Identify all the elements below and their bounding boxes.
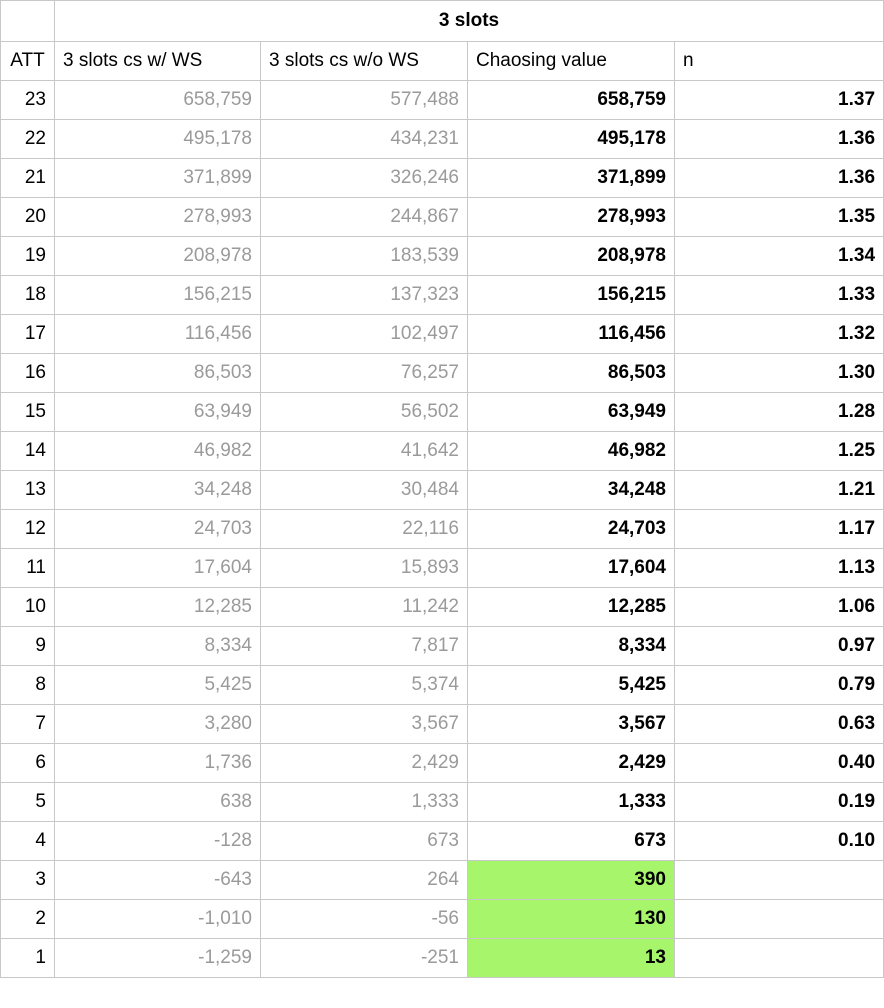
chaosing-value-cell[interactable]: 12,285	[468, 588, 675, 627]
att-cell[interactable]: 21	[1, 159, 55, 198]
without-ws-cell[interactable]: 673	[261, 822, 468, 861]
with-ws-cell[interactable]: 116,456	[55, 315, 261, 354]
chaosing-value-cell[interactable]: 495,178	[468, 120, 675, 159]
att-cell[interactable]: 5	[1, 783, 55, 822]
chaosing-value-cell[interactable]: 24,703	[468, 510, 675, 549]
with-ws-cell[interactable]: 3,280	[55, 705, 261, 744]
header-with-ws[interactable]: 3 slots cs w/ WS	[55, 42, 261, 81]
table-row	[1, 822, 884, 861]
table-row	[1, 627, 884, 666]
with-ws-cell[interactable]: 12,285	[55, 588, 261, 627]
with-ws-cell[interactable]: 278,993	[55, 198, 261, 237]
att-cell[interactable]: 14	[1, 432, 55, 471]
without-ws-cell[interactable]: 7,817	[261, 627, 468, 666]
header-chaosing-value[interactable]: Chaosing value	[468, 42, 675, 81]
chaosing-value-cell[interactable]: 371,899	[468, 159, 675, 198]
chaosing-value-cell[interactable]: 116,456	[468, 315, 675, 354]
without-ws-cell[interactable]: 56,502	[261, 393, 468, 432]
table-row	[1, 354, 884, 393]
with-ws-cell[interactable]: 86,503	[55, 354, 261, 393]
with-ws-cell[interactable]: 658,759	[55, 81, 261, 120]
table-row	[1, 237, 884, 276]
with-ws-cell[interactable]: 5,425	[55, 666, 261, 705]
chaosing-value-cell[interactable]: 208,978	[468, 237, 675, 276]
table-row	[1, 549, 884, 588]
with-ws-cell[interactable]: 63,949	[55, 393, 261, 432]
without-ws-cell[interactable]: 244,867	[261, 198, 468, 237]
table-row	[1, 471, 884, 510]
without-ws-cell[interactable]: 137,323	[261, 276, 468, 315]
n-cell[interactable]: 1.35	[675, 198, 884, 237]
att-cell[interactable]: 7	[1, 705, 55, 744]
att-cell[interactable]: 16	[1, 354, 55, 393]
without-ws-cell[interactable]: -56	[261, 900, 468, 939]
table-row	[1, 666, 884, 705]
n-cell[interactable]: 1.06	[675, 588, 884, 627]
chaosing-value-cell[interactable]: 1,333	[468, 783, 675, 822]
table-row	[1, 588, 884, 627]
with-ws-cell[interactable]: 208,978	[55, 237, 261, 276]
chaosing-value-cell[interactable]: 673	[468, 822, 675, 861]
att-cell[interactable]: 2	[1, 900, 55, 939]
chaosing-value-cell[interactable]: 8,334	[468, 627, 675, 666]
header-without-ws[interactable]: 3 slots cs w/o WS	[261, 42, 468, 81]
n-cell[interactable]: 1.33	[675, 276, 884, 315]
with-ws-cell[interactable]: -1,259	[55, 939, 261, 978]
n-cell[interactable]: 0.40	[675, 744, 884, 783]
chaosing-value-cell[interactable]: 5,425	[468, 666, 675, 705]
with-ws-cell[interactable]: -128	[55, 822, 261, 861]
n-cell[interactable]: 0.19	[675, 783, 884, 822]
without-ws-cell[interactable]: 15,893	[261, 549, 468, 588]
att-cell[interactable]: 3	[1, 861, 55, 900]
with-ws-cell[interactable]: 46,982	[55, 432, 261, 471]
table-row	[1, 432, 884, 471]
chaosing-value-cell[interactable]: 3,567	[468, 705, 675, 744]
n-cell[interactable]: 1.28	[675, 393, 884, 432]
with-ws-cell[interactable]: 156,215	[55, 276, 261, 315]
att-cell[interactable]: 17	[1, 315, 55, 354]
sheet-title[interactable]: 3 slots	[55, 1, 884, 42]
without-ws-cell[interactable]: 577,488	[261, 81, 468, 120]
n-cell[interactable]: 1.17	[675, 510, 884, 549]
chaosing-value-cell[interactable]: 13	[468, 939, 675, 978]
without-ws-cell[interactable]: 183,539	[261, 237, 468, 276]
chaosing-value-cell[interactable]: 156,215	[468, 276, 675, 315]
att-cell[interactable]: 22	[1, 120, 55, 159]
with-ws-cell[interactable]: 495,178	[55, 120, 261, 159]
title-row	[1, 1, 884, 42]
att-cell[interactable]: 10	[1, 588, 55, 627]
att-cell[interactable]: 13	[1, 471, 55, 510]
with-ws-cell[interactable]: -643	[55, 861, 261, 900]
att-cell[interactable]: 20	[1, 198, 55, 237]
table-row	[1, 861, 884, 900]
with-ws-cell[interactable]: 24,703	[55, 510, 261, 549]
att-cell[interactable]: 19	[1, 237, 55, 276]
with-ws-cell[interactable]: 34,248	[55, 471, 261, 510]
without-ws-cell[interactable]: 102,497	[261, 315, 468, 354]
header-n[interactable]: n	[675, 42, 884, 81]
sheet-body	[1, 1, 884, 978]
att-cell[interactable]: 8	[1, 666, 55, 705]
without-ws-cell[interactable]: 11,242	[261, 588, 468, 627]
chaosing-value-cell[interactable]: 658,759	[468, 81, 675, 120]
n-cell[interactable]: 0.10	[675, 822, 884, 861]
table-row	[1, 783, 884, 822]
att-cell[interactable]: 6	[1, 744, 55, 783]
chaosing-value-cell[interactable]: 2,429	[468, 744, 675, 783]
n-cell[interactable]: 1.30	[675, 354, 884, 393]
table-row	[1, 315, 884, 354]
with-ws-cell[interactable]: 371,899	[55, 159, 261, 198]
n-cell[interactable]: 1.13	[675, 549, 884, 588]
table-row	[1, 120, 884, 159]
n-cell[interactable]: 1.36	[675, 120, 884, 159]
chaosing-value-cell[interactable]: 278,993	[468, 198, 675, 237]
chaosing-value-cell[interactable]: 63,949	[468, 393, 675, 432]
table-row	[1, 510, 884, 549]
without-ws-cell[interactable]: 41,642	[261, 432, 468, 471]
without-ws-cell[interactable]: 76,257	[261, 354, 468, 393]
chaosing-value-cell[interactable]: 34,248	[468, 471, 675, 510]
table-row	[1, 198, 884, 237]
with-ws-cell[interactable]: 638	[55, 783, 261, 822]
n-cell[interactable]: 1.34	[675, 237, 884, 276]
without-ws-cell[interactable]: 2,429	[261, 744, 468, 783]
without-ws-cell[interactable]: 5,374	[261, 666, 468, 705]
n-cell[interactable]: 0.79	[675, 666, 884, 705]
att-cell[interactable]: 1	[1, 939, 55, 978]
chaosing-value-cell[interactable]: 86,503	[468, 354, 675, 393]
table-row	[1, 939, 884, 978]
n-cell[interactable]: 1.37	[675, 81, 884, 120]
n-cell[interactable]: 1.32	[675, 315, 884, 354]
n-cell[interactable]: 1.25	[675, 432, 884, 471]
without-ws-cell[interactable]: 1,333	[261, 783, 468, 822]
n-cell[interactable]: 0.63	[675, 705, 884, 744]
table-row	[1, 276, 884, 315]
header-row	[1, 42, 884, 81]
corner-cell[interactable]	[1, 1, 55, 42]
with-ws-cell[interactable]: -1,010	[55, 900, 261, 939]
without-ws-cell[interactable]: 326,246	[261, 159, 468, 198]
with-ws-cell[interactable]: 8,334	[55, 627, 261, 666]
att-cell[interactable]: 18	[1, 276, 55, 315]
att-cell[interactable]: 4	[1, 822, 55, 861]
table-row	[1, 744, 884, 783]
n-cell[interactable]: 1.36	[675, 159, 884, 198]
n-cell[interactable]	[675, 939, 884, 978]
table-row	[1, 81, 884, 120]
att-cell[interactable]: 15	[1, 393, 55, 432]
chaosing-value-cell[interactable]: 46,982	[468, 432, 675, 471]
without-ws-cell[interactable]: 22,116	[261, 510, 468, 549]
table-row	[1, 705, 884, 744]
table-row	[1, 393, 884, 432]
chaosing-value-cell[interactable]: 130	[468, 900, 675, 939]
n-cell[interactable]	[675, 861, 884, 900]
table-row	[1, 900, 884, 939]
without-ws-cell[interactable]: 3,567	[261, 705, 468, 744]
chaosing-value-cell[interactable]: 390	[468, 861, 675, 900]
att-cell[interactable]: 12	[1, 510, 55, 549]
without-ws-cell[interactable]: 30,484	[261, 471, 468, 510]
with-ws-cell[interactable]: 1,736	[55, 744, 261, 783]
table-row	[1, 159, 884, 198]
chaosing-value-cell[interactable]: 17,604	[468, 549, 675, 588]
att-cell[interactable]: 11	[1, 549, 55, 588]
att-cell[interactable]: 9	[1, 627, 55, 666]
n-cell[interactable]: 1.21	[675, 471, 884, 510]
without-ws-cell[interactable]: 434,231	[261, 120, 468, 159]
with-ws-cell[interactable]: 17,604	[55, 549, 261, 588]
att-cell[interactable]: 23	[1, 81, 55, 120]
n-cell[interactable]	[675, 900, 884, 939]
without-ws-cell[interactable]: -251	[261, 939, 468, 978]
n-cell[interactable]: 0.97	[675, 627, 884, 666]
header-att[interactable]: ATT	[1, 42, 55, 81]
without-ws-cell[interactable]: 264	[261, 861, 468, 900]
